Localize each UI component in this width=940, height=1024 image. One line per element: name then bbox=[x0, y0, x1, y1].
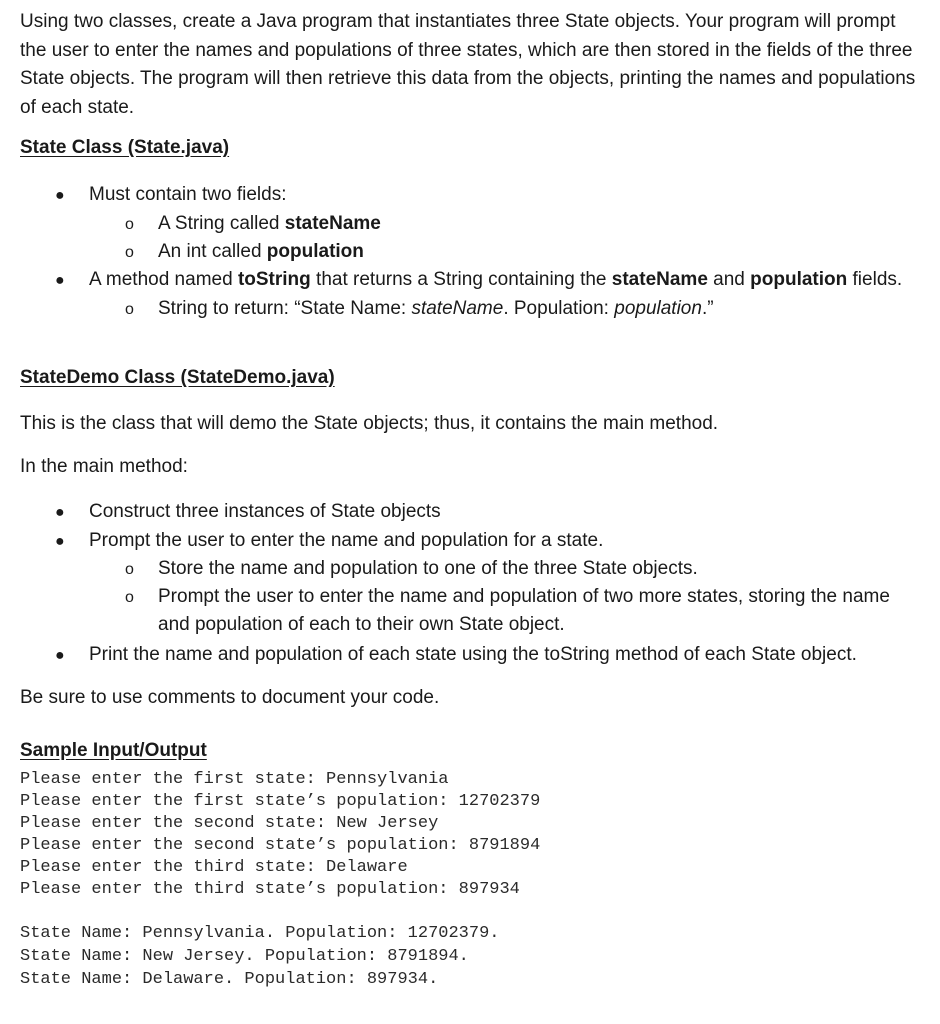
bullet-icon: ● bbox=[55, 504, 65, 521]
sub-bullet-icon: o bbox=[125, 301, 134, 318]
return-string-item: String to return: “State Name: stateName. Population: population.” bbox=[158, 298, 714, 319]
sample-input-line: Please enter the first state: Pennsylvania bbox=[20, 770, 449, 789]
field-statename-item: A String called stateName bbox=[158, 213, 381, 234]
sample-output-line: State Name: Pennsylvania. Population: 12702379. bbox=[20, 924, 500, 943]
sub-bullet-icon: o bbox=[125, 244, 134, 261]
bullet-icon: ● bbox=[55, 272, 65, 289]
sample-input-line: Please enter the first state’s population: 12702379 bbox=[20, 792, 541, 811]
field-population-item: An int called population bbox=[158, 241, 364, 262]
sample-input-line: Please enter the third state: Delaware bbox=[20, 858, 408, 877]
state-fields-bullet: Must contain two fields: bbox=[89, 184, 287, 205]
bullet-icon: ● bbox=[55, 533, 65, 550]
sample-input-line: Please enter the second state: New Jersey bbox=[20, 814, 439, 833]
prompt-bullet: Prompt the user to enter the name and population for a state. bbox=[89, 530, 604, 551]
store-sub-item: Store the name and population to one of the three State objects. bbox=[158, 558, 698, 579]
print-bullet: Print the name and population of each state using the toString method of each State object. bbox=[89, 644, 857, 665]
sample-input-line: Please enter the third state’s population: 897934 bbox=[20, 880, 520, 899]
tostring-method-bullet: A method named toString that returns a String containing the stateName and population fields. bbox=[89, 269, 903, 290]
sample-io-heading: Sample Input/Output bbox=[20, 740, 207, 761]
comments-note: Be sure to use comments to document your code. bbox=[20, 687, 440, 708]
sample-output-line: State Name: Delaware. Population: 897934. bbox=[20, 970, 439, 989]
sub-bullet-icon: o bbox=[125, 589, 134, 606]
bullet-icon: ● bbox=[55, 647, 65, 664]
sub-bullet-icon: o bbox=[125, 216, 134, 233]
statedemo-description: This is the class that will demo the State objects; thus, it contains the main method. bbox=[20, 413, 719, 434]
sample-output-line: State Name: New Jersey. Population: 8791894. bbox=[20, 947, 469, 966]
prompt-more-sub-item-line1: Prompt the user to enter the name and population of two more states, storing the name bbox=[158, 586, 890, 607]
main-method-intro: In the main method: bbox=[20, 456, 188, 477]
prompt-more-sub-item-line2: and population of each to their own State object. bbox=[158, 614, 565, 635]
sub-bullet-icon: o bbox=[125, 561, 134, 578]
bullet-icon: ● bbox=[55, 187, 65, 204]
sample-input-line: Please enter the second state’s population: 8791894 bbox=[20, 836, 541, 855]
construct-bullet: Construct three instances of State objects bbox=[89, 501, 441, 522]
statedemo-class-heading: StateDemo Class (StateDemo.java) bbox=[20, 367, 335, 388]
intro-paragraph: Using two classes, create a Java program that instantiates three State objects. Your program will prompt the user to enter the names and populations of three states, which are then stored in the fields of the three State objects. The program will then retrieve this data from the objects, printing the names and populations of each state. bbox=[20, 11, 916, 118]
state-class-heading: State Class (State.java) bbox=[20, 137, 230, 158]
